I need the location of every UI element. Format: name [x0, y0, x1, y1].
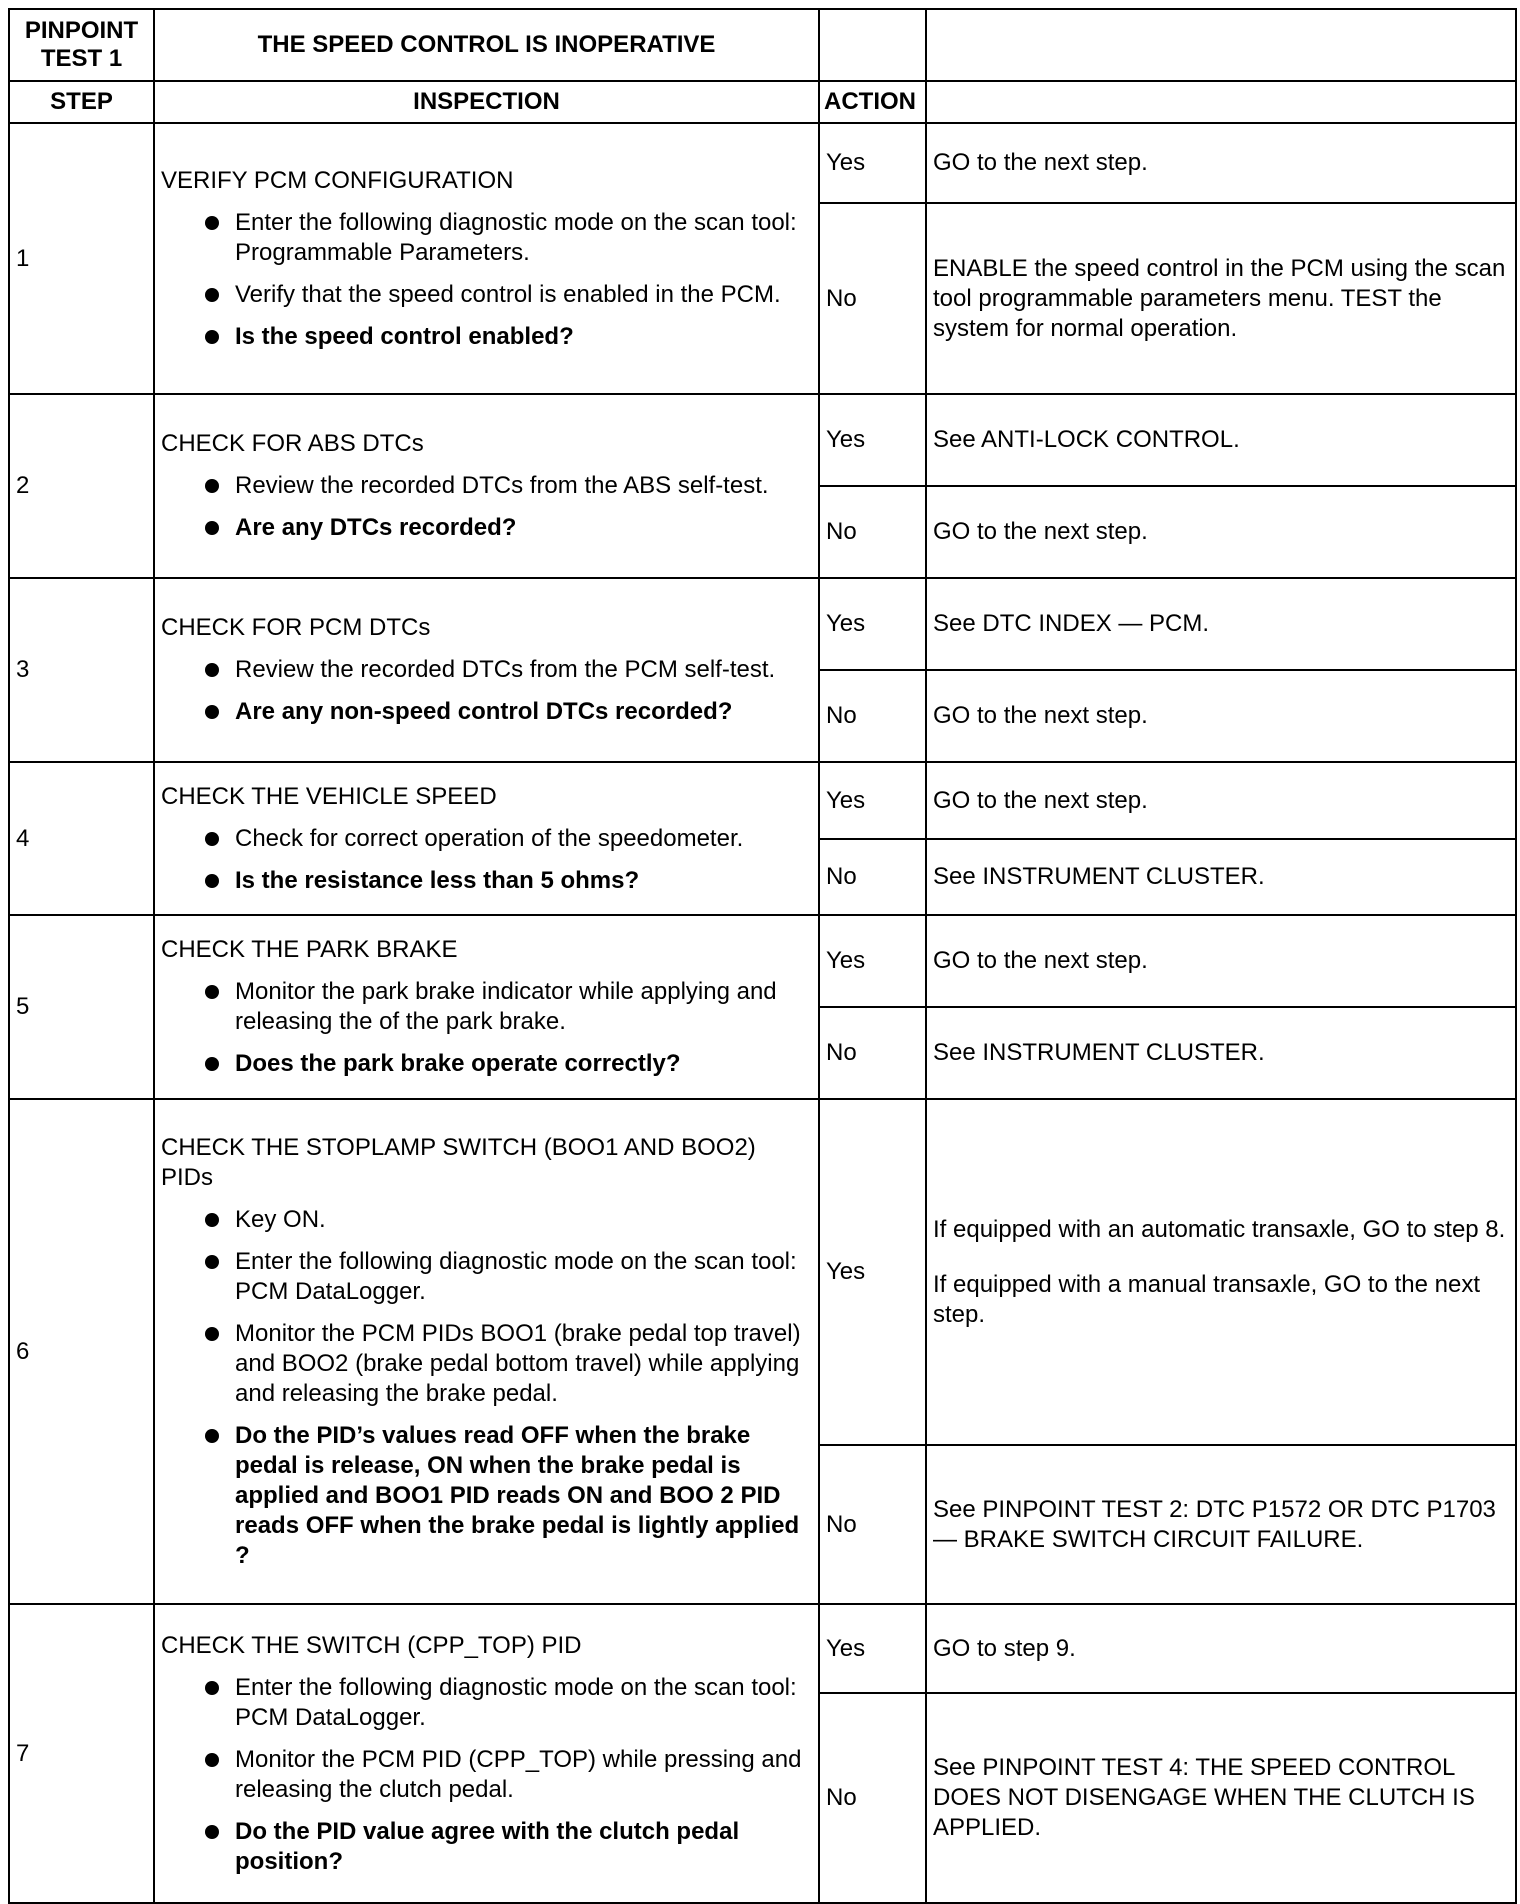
bullet-dot-icon [205, 216, 219, 230]
pinpoint-test-table [8, 8, 1517, 1904]
bullet-dot-icon [205, 1057, 219, 1071]
inspection-bullet [161, 280, 812, 310]
result-yes [926, 1604, 1516, 1693]
inspection-bullets [161, 824, 812, 896]
result-text: GO to the next step. [933, 518, 1148, 545]
result-no [926, 1445, 1516, 1604]
step-number: 7 [9, 1604, 154, 1903]
bullet-dot-icon [205, 330, 219, 344]
bullet-text: Check for correct operation of the speedometer. [235, 824, 744, 852]
bullet-text: Verify that the speed control is enabled in the PCM. [235, 280, 781, 308]
inspection-question [161, 1049, 812, 1079]
answer-yes: Yes [819, 762, 926, 839]
result-text: GO to the next step. [933, 149, 1148, 176]
question-text: Does the park brake operate correctly? [235, 1050, 681, 1077]
result-text: See ANTI-LOCK CONTROL. [933, 426, 1240, 453]
result-text: See PINPOINT TEST 4: THE SPEED CONTROL DOES NOT DISENGAGE WHEN THE CLUTCH IS APPLIED. [933, 1754, 1475, 1841]
inspection-title: CHECK THE VEHICLE SPEED [161, 782, 497, 810]
result-text: See INSTRUMENT CLUSTER. [933, 863, 1265, 890]
inspection-title: CHECK FOR PCM DTCs [161, 614, 431, 641]
inspection-bullets [161, 1205, 812, 1571]
step-row-yes [9, 123, 1516, 203]
inspection-cell [154, 578, 819, 762]
result-yes [926, 123, 1516, 203]
step-number: 2 [9, 394, 154, 578]
answer-no: No [819, 839, 926, 915]
question-text: Are any non-speed control DTCs recorded? [235, 698, 733, 725]
answer-no: No [819, 670, 926, 762]
inspection-bullet [161, 1673, 812, 1733]
bullet-dot-icon [205, 479, 219, 493]
inspection-bullet [161, 1205, 812, 1235]
bullet-text: Monitor the PCM PID (CPP_TOP) while pressing and releasing the clutch pedal. [235, 1745, 802, 1803]
inspection-bullets [161, 655, 812, 727]
step-number: 4 [9, 762, 154, 915]
step-rows [9, 123, 1516, 1903]
step-row-yes [9, 762, 1516, 839]
blank-header-cell [926, 81, 1516, 123]
step-row-yes [9, 1604, 1516, 1693]
inspection-bullet [161, 977, 812, 1037]
test-label: PINPOINT TEST 1 [9, 9, 154, 81]
inspection-title: CHECK THE PARK BRAKE [161, 936, 458, 963]
answer-yes: Yes [819, 394, 926, 486]
bullet-dot-icon [205, 1213, 219, 1227]
question-text: Do the PID’s values read OFF when the brake pedal is release, ON when the brake pedal is applied and BOO1 PID reads ON and BOO 2 PID reads OFF when the brake pedal is lightly applied ? [235, 1421, 800, 1569]
result-yes [926, 1099, 1516, 1445]
question-text: Do the PID value agree with the clutch pedal position? [235, 1817, 740, 1875]
result-yes [926, 762, 1516, 839]
inspection-bullet [161, 824, 812, 854]
inspection-question [161, 697, 812, 727]
blank-header-cell [926, 9, 1516, 81]
bullet-dot-icon [205, 1255, 219, 1269]
step-number: 1 [9, 123, 154, 394]
answer-no: No [819, 1445, 926, 1604]
inspection-bullet [161, 1319, 812, 1409]
bullet-dot-icon [205, 521, 219, 535]
answer-yes: Yes [819, 1604, 926, 1693]
inspection-cell [154, 1099, 819, 1604]
result-yes [926, 394, 1516, 486]
bullet-text: Monitor the PCM PIDs BOO1 (brake pedal top travel) and BOO2 (brake pedal bottom travel) while applying and releasing the brake pedal. [235, 1319, 801, 1407]
inspection-cell [154, 762, 819, 915]
result-no [926, 1007, 1516, 1099]
inspection-bullets [161, 1673, 812, 1877]
result-text: GO to the next step. [933, 786, 1148, 814]
inspection-question [161, 513, 812, 543]
bullet-dot-icon [205, 832, 219, 846]
inspection-bullets [161, 977, 812, 1079]
pinpoint-test-document [8, 8, 1515, 1885]
step-number: 6 [9, 1099, 154, 1604]
inspection-bullets [161, 208, 812, 352]
answer-no: No [819, 1007, 926, 1099]
inspection-bullet [161, 1247, 812, 1307]
bullet-dot-icon [205, 1681, 219, 1695]
inspection-question [161, 1817, 812, 1877]
inspection-title: CHECK THE SWITCH (CPP_TOP) PID [161, 1631, 582, 1659]
inspection-question [161, 866, 812, 896]
inspection-title: CHECK FOR ABS DTCs [161, 430, 424, 457]
result-text: See PINPOINT TEST 2: DTC P1572 OR DTC P1703 — BRAKE SWITCH CIRCUIT FAILURE. [933, 1495, 1496, 1553]
title-row [9, 9, 1516, 81]
result-text: ENABLE the speed control in the PCM using the scan tool programmable parameters menu. TEST the system for normal operation. [933, 254, 1506, 342]
result-no [926, 839, 1516, 915]
action-column-header: ACTION [819, 81, 926, 123]
bullet-dot-icon [205, 1753, 219, 1767]
step-column-header: STEP [9, 81, 154, 123]
inspection-title: VERIFY PCM CONFIGURATION [161, 166, 514, 194]
inspection-bullet [161, 1745, 812, 1805]
result-text: GO to the next step. [933, 702, 1148, 729]
result-no [926, 203, 1516, 394]
step-row-yes [9, 578, 1516, 670]
inspection-question [161, 1421, 812, 1571]
answer-yes: Yes [819, 578, 926, 670]
result-no [926, 670, 1516, 762]
bullet-dot-icon [205, 1327, 219, 1341]
bullet-dot-icon [205, 705, 219, 719]
answer-yes: Yes [819, 915, 926, 1007]
blank-header-cell [819, 9, 926, 81]
step-number: 3 [9, 578, 154, 762]
inspection-bullets [161, 471, 812, 543]
column-header-row [9, 81, 1516, 123]
result-yes [926, 915, 1516, 1007]
step-number: 5 [9, 915, 154, 1099]
bullet-text: Review the recorded DTCs from the PCM self-test. [235, 656, 776, 683]
result-text: GO to step 9. [933, 1634, 1076, 1662]
bullet-text: Key ON. [235, 1205, 326, 1233]
bullet-text: Enter the following diagnostic mode on the scan tool: PCM DataLogger. [235, 1247, 797, 1305]
inspection-column-header: INSPECTION [154, 81, 819, 123]
result-text: If equipped with a manual transaxle, GO to the next step. [933, 1270, 1480, 1328]
bullet-dot-icon [205, 1429, 219, 1443]
bullet-text: Review the recorded DTCs from the ABS self-test. [235, 472, 769, 499]
inspection-title: CHECK THE STOPLAMP SWITCH (BOO1 AND BOO2) PIDs [161, 1133, 756, 1191]
question-text: Are any DTCs recorded? [235, 514, 517, 541]
bullet-dot-icon [205, 288, 219, 302]
result-yes [926, 578, 1516, 670]
result-text: See INSTRUMENT CLUSTER. [933, 1039, 1265, 1066]
inspection-bullet [161, 471, 812, 501]
question-text: Is the speed control enabled? [235, 322, 574, 350]
inspection-cell [154, 915, 819, 1099]
inspection-bullet [161, 655, 812, 685]
result-text: If equipped with an automatic transaxle, GO to step 8. [933, 1215, 1506, 1243]
result-no [926, 486, 1516, 578]
inspection-cell [154, 123, 819, 394]
inspection-question [161, 322, 812, 352]
bullet-dot-icon [205, 985, 219, 999]
result-text: GO to the next step. [933, 947, 1148, 974]
answer-no: No [819, 203, 926, 394]
question-text: Is the resistance less than 5 ohms? [235, 866, 640, 894]
inspection-cell [154, 1604, 819, 1903]
step-row-yes [9, 394, 1516, 486]
test-title: THE SPEED CONTROL IS INOPERATIVE [154, 9, 819, 81]
answer-no: No [819, 1693, 926, 1903]
step-row-yes [9, 915, 1516, 1007]
answer-yes: Yes [819, 123, 926, 203]
result-no [926, 1693, 1516, 1903]
step-row-yes [9, 1099, 1516, 1445]
bullet-dot-icon [205, 663, 219, 677]
answer-no: No [819, 486, 926, 578]
answer-yes: Yes [819, 1099, 926, 1445]
bullet-dot-icon [205, 1825, 219, 1839]
result-text: See DTC INDEX — PCM. [933, 610, 1210, 637]
bullet-dot-icon [205, 874, 219, 888]
inspection-cell [154, 394, 819, 578]
inspection-bullet [161, 208, 812, 268]
bullet-text: Monitor the park brake indicator while applying and releasing the of the park brake. [235, 978, 777, 1035]
bullet-text: Enter the following diagnostic mode on the scan tool: Programmable Parameters. [235, 208, 797, 266]
bullet-text: Enter the following diagnostic mode on the scan tool: PCM DataLogger. [235, 1673, 797, 1731]
